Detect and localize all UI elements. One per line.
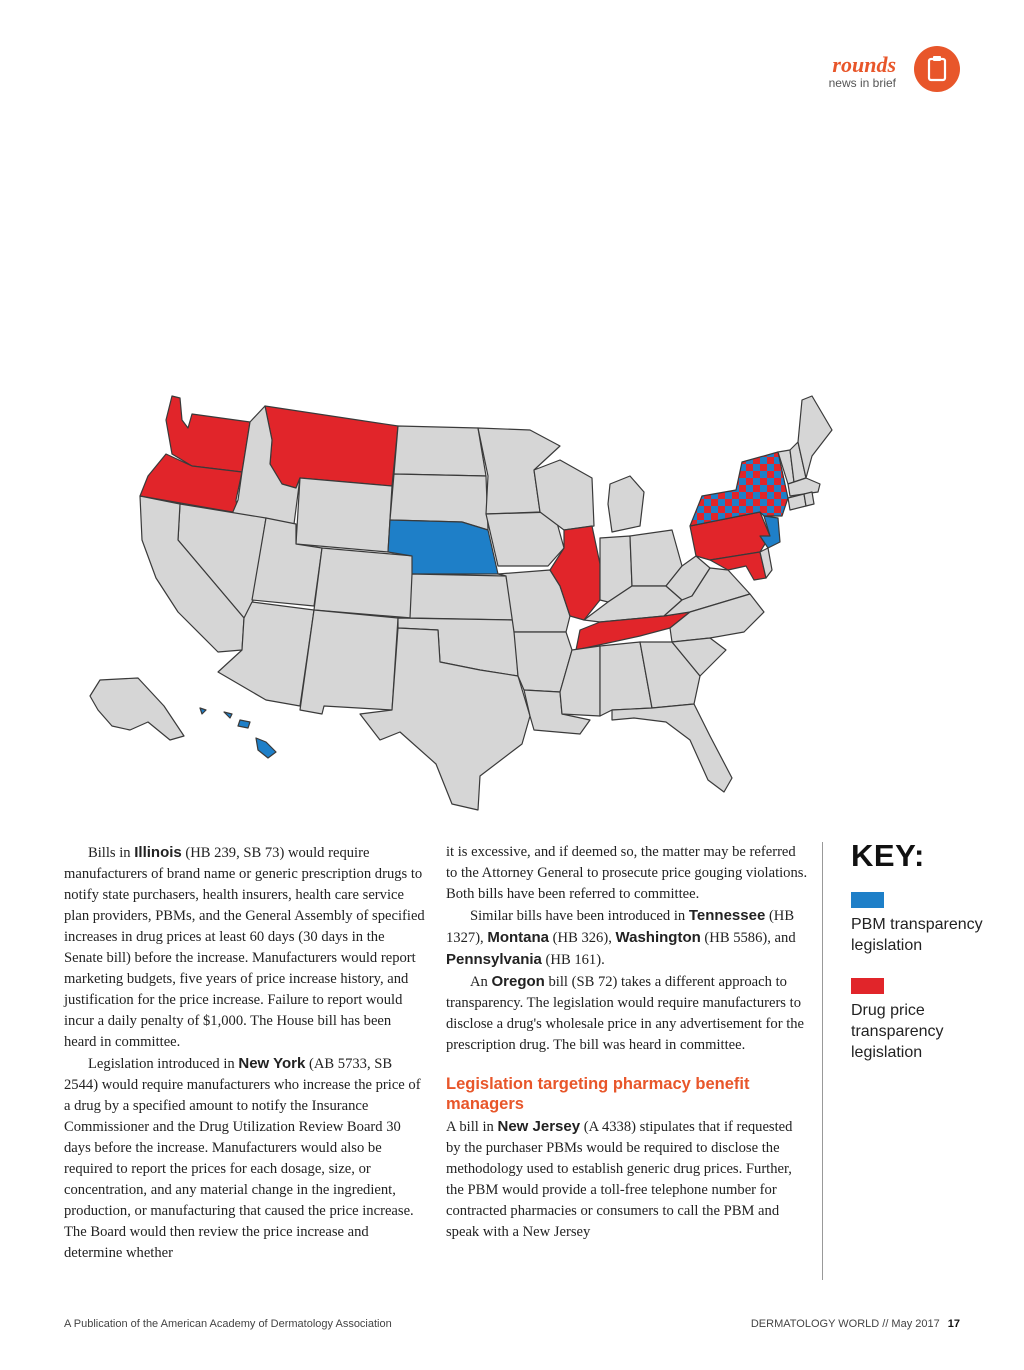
- text-run: (A 4338) stipulates that if requested by the purchaser PBMs would be required to disclose the methodology used to establish generic drug prices. Further, the PBM would provide a toll-free telephone number for contracted pharmacies or consumers to call the PBM and speak with a New Jersey: [446, 1119, 793, 1240]
- footer-magazine: [751, 1318, 960, 1330]
- footer-publication: A Publication of the American Academy of Dermatology Association: [64, 1318, 392, 1330]
- state-kansas: [410, 574, 514, 620]
- state-name: Tennessee: [688, 907, 766, 924]
- state-hawaii: [200, 708, 276, 758]
- state-maine: [798, 396, 832, 478]
- paragraph-similar-bills: [446, 905, 808, 971]
- state-north-dakota: [394, 426, 486, 476]
- state-montana: [265, 406, 398, 488]
- state-name: Washington: [615, 929, 701, 946]
- section-header: [760, 46, 960, 96]
- state-rhode-island: [804, 492, 814, 506]
- text-run: (HB 326),: [549, 930, 616, 946]
- key-label-drug-price: Drug price transparency legislation: [851, 1002, 944, 1061]
- map-key: [851, 838, 1011, 1063]
- paragraph-new-york: [64, 1053, 426, 1264]
- text-run: Legislation introduced in: [88, 1056, 239, 1072]
- state-name: New York: [238, 1055, 306, 1072]
- section-badge: [914, 46, 960, 92]
- footer-issue: DERMATOLOGY WORLD // May 2017: [750, 1318, 940, 1330]
- key-label-pbm: PBM transparency legislation: [851, 916, 983, 954]
- key-swatch-pbm: [851, 892, 884, 908]
- subheading-pbm: Legislation targeting pharmacy benefit managers: [446, 1075, 750, 1113]
- state-name: Oregon: [491, 973, 545, 990]
- state-name: Montana: [487, 929, 550, 946]
- state-wyoming: [296, 478, 392, 552]
- clipboard-icon: [914, 46, 960, 92]
- key-title: KEY:: [851, 838, 925, 873]
- paragraph-continued: it is excessive, and if deemed so, the matter may be referred to the Attorney General to prosecute price gouging violations. Both bills have been referred to committee.: [446, 844, 808, 902]
- text-run: A bill in: [446, 1119, 498, 1135]
- paragraph-new-jersey: [446, 1116, 808, 1243]
- text-run: Similar bills have been introduced in: [470, 908, 689, 924]
- article-column-right: [446, 842, 808, 1243]
- state-michigan: [608, 476, 644, 532]
- key-divider: [822, 842, 823, 1280]
- state-name: Illinois: [134, 844, 182, 861]
- text-run: bill (SB 72) takes a different approach to transparency. The legislation would require manufacturers to disclose a drug's wholesale price in any advertisement for the prescription drug. The bill was heard in committee.: [446, 974, 805, 1053]
- text-run: An: [470, 974, 492, 990]
- paragraph-oregon: [446, 971, 808, 1056]
- text-run: (HB 1327),: [446, 908, 795, 946]
- state-colorado: [314, 548, 414, 618]
- article-column-left: [64, 842, 426, 1264]
- section-subtitle: news in brief: [828, 76, 896, 90]
- state-name: Pennsylvania: [446, 951, 542, 968]
- text-run: (AB 5733, SB 2544) would require manufacturers who increase the price of a drug by a specified amount to notify the Insurance Commissioner and the Drug Utilization Review Board 30 days before the increase. Manufacturers would also be required to report the prices for each dosage, size, or concentration, and any material change in the ingredient, production, or manufacturing that caused the price increase. The Board would then review the price increase and determine whether: [64, 1056, 421, 1261]
- state-new-york: [690, 452, 788, 526]
- state-alaska: [90, 678, 184, 740]
- key-swatch-drug-price: [851, 978, 884, 994]
- state-florida: [612, 704, 732, 792]
- us-legislation-map: [60, 380, 850, 820]
- state-new-mexico: [300, 610, 398, 714]
- paragraph-illinois: [64, 842, 426, 1053]
- text-run: (HB 5586), and: [700, 930, 796, 946]
- page-number: 17: [947, 1318, 960, 1330]
- state-name: New Jersey: [497, 1118, 581, 1135]
- text-run: Bills in: [88, 845, 135, 861]
- text-run: (HB 161).: [541, 952, 605, 968]
- section-title: rounds: [832, 52, 896, 77]
- text-run: (HB 239, SB 73) would require manufacturers of brand name or generic prescription drugs to notify state purchasers, health insurers, health care service plan providers, PBMs, and the General Assembly of specified increases in drug prices at least 60 days (30 days in the Senate bill) before the increase. Manufacturers would report marketing budgets, five years of price increase history, and justification for the price increase. Failure to report would incur a daily penalty of $1,000. The House bill has been heard in committee.: [64, 845, 425, 1050]
